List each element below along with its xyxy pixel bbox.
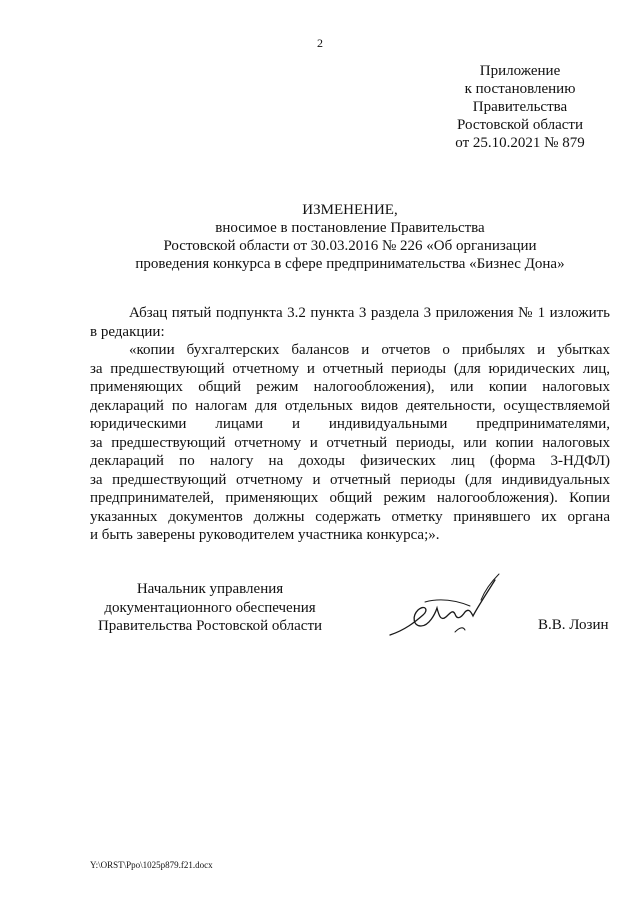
handwritten-signature <box>385 570 510 645</box>
signer-name: В.В. Лозин <box>538 617 609 633</box>
signer-position <box>90 580 330 636</box>
body-line: юридическими лицами и индивидуальными предпринимателями, <box>90 416 610 432</box>
body-line: применяющих общий режим налогообложения), или копии налоговых <box>90 379 610 395</box>
appendix-line: Ростовской области <box>457 117 583 133</box>
position-line: Правительства Ростовской области <box>97 618 323 634</box>
body-line: за предшествующий отчетному и отчетный периоды, или копии налоговых <box>90 434 610 451</box>
document-body <box>90 304 610 545</box>
appendix-line: Приложение <box>479 63 561 79</box>
appendix-line: Правительства <box>472 99 568 115</box>
body-line: Абзац пятый подпункта 3.2 пункта 3 раздела 3 приложения № 1 изложить <box>129 305 610 321</box>
body-line: за предшествующий отчетному и отчетный периоды (для юридических лиц, <box>90 360 610 377</box>
body-line: за предшествующий отчетному и отчетный периоды (для индивидуальных <box>90 471 610 488</box>
body-line: деклараций по налогу на доходы физических лиц (форма 3-НДФЛ) <box>90 453 610 469</box>
body-line: в редакции: <box>90 323 165 340</box>
title-line: проведения конкурса в сфере предпринимательства «Бизнес Дона» <box>135 256 565 272</box>
page-number: 2 <box>317 36 323 50</box>
appendix-reference <box>440 62 600 152</box>
body-line: и быть заверены руководителем участника конкурса;». <box>90 527 440 543</box>
position-line: Начальник управления <box>136 581 284 597</box>
title-line: Ростовской области от 30.03.2016 № 226 «Об организации <box>163 238 537 254</box>
appendix-line: к постановлению <box>464 81 576 97</box>
position-line: документационного обеспечения <box>104 599 316 616</box>
file-path: Y:\ORST\Ppo\1025p879.f21.docx <box>90 860 213 870</box>
title-heading: ИЗМЕНЕНИЕ, <box>302 202 398 218</box>
body-line: указанных документов должны содержать отметку принявшего их органа <box>90 508 610 525</box>
body-line: деклараций по налогам для отдельных видов деятельности, осуществляемой <box>90 397 610 414</box>
body-line: «копии бухгалтерских балансов и отчетов о прибылях и убытках <box>129 342 610 358</box>
body-line: предпринимателей, применяющих общий режим налогообложения). Копии <box>90 490 610 506</box>
document-title <box>90 201 610 273</box>
title-line: вносимое в постановление Правительства <box>215 220 485 236</box>
appendix-line: от 25.10.2021 № 879 <box>455 135 585 151</box>
